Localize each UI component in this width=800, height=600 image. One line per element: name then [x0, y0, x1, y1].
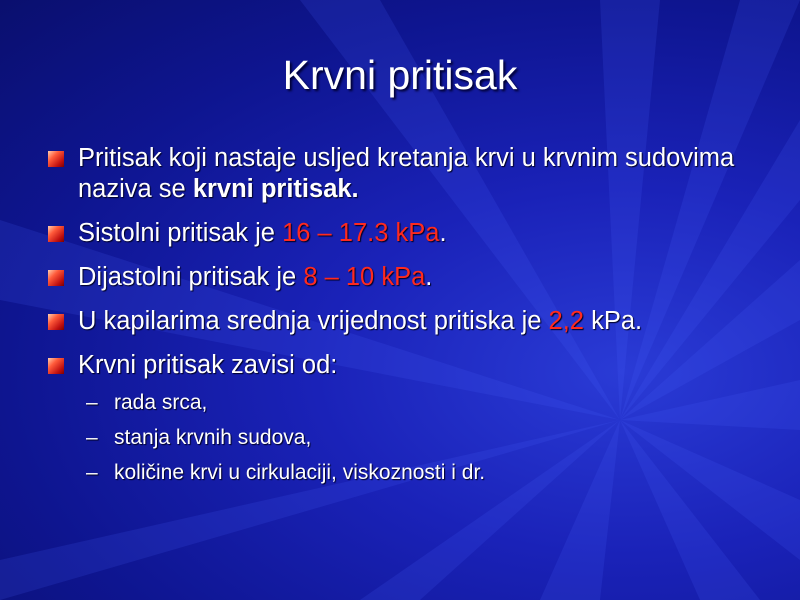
square-bullet-icon: [48, 358, 64, 374]
bullet-list: [48, 143, 748, 495]
bullet-text: Pritisak koji nastaje usljed kretanja krvi u krvnim sudovima naziva se: [78, 144, 735, 203]
bullet-item: [48, 262, 748, 293]
square-bullet-icon: [48, 314, 64, 330]
bullet-text: Sistolni pritisak je: [78, 219, 283, 247]
bullet-item: [48, 350, 748, 381]
bullet-text: Krvni pritisak zavisi od:: [78, 351, 338, 379]
bullet-item: [48, 143, 748, 205]
dash-bullet-icon: –: [86, 391, 98, 414]
bullet-value: 2,2: [548, 307, 584, 335]
dash-bullet-icon: –: [86, 426, 98, 449]
sub-bullet-item: [48, 390, 748, 415]
square-bullet-icon: [48, 270, 64, 286]
sub-bullet-text: količine krvi u cirkulaciji, viskoznosti i dr.: [114, 461, 486, 484]
square-bullet-icon: [48, 151, 64, 167]
bullet-text-end: .: [439, 219, 447, 247]
slide-title: Krvni pritisak: [282, 52, 518, 98]
bullet-text-end: .: [425, 263, 433, 291]
dash-bullet-icon: –: [86, 461, 98, 484]
bullet-value: 16 – 17.3 kPa: [282, 219, 440, 247]
bullet-text-end: kPa.: [583, 307, 643, 335]
sub-bullet-item: [48, 425, 748, 450]
bullet-emphasis: krvni pritisak.: [192, 175, 359, 203]
bullet-text: Dijastolni pritisak je: [78, 263, 304, 291]
bullet-value: 8 – 10 kPa: [303, 263, 426, 291]
sub-bullet-text: stanja krvnih sudova,: [114, 426, 312, 449]
square-bullet-icon: [48, 226, 64, 242]
sub-bullet-item: [48, 460, 748, 485]
bullet-item: [48, 218, 748, 249]
sub-bullet-text: rada srca,: [114, 391, 208, 414]
bullet-text: U kapilarima srednja vrijednost pritiska je: [78, 307, 549, 335]
bullet-item: [48, 306, 748, 337]
